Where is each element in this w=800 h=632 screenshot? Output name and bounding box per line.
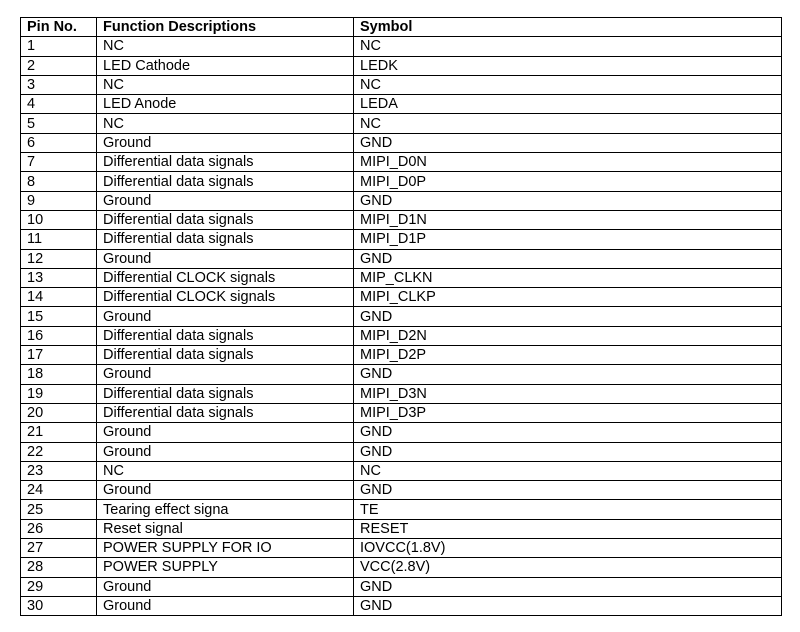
symbol-cell: NC [354,461,782,480]
function-description-cell: Ground [97,249,354,268]
table-header [21,18,782,37]
table-row [21,230,782,249]
function-description-cell: NC [97,114,354,133]
table-row [21,539,782,558]
function-description-cell: NC [97,75,354,94]
table-row [21,519,782,538]
table-row [21,249,782,268]
function-description-cell: NC [97,37,354,56]
symbol-cell: LEDK [354,56,782,75]
pin-number-cell: 27 [21,539,97,558]
table-row [21,481,782,500]
symbol-cell: LEDA [354,95,782,114]
symbol-cell: NC [354,114,782,133]
pin-number-cell: 12 [21,249,97,268]
function-description-cell: Ground [97,191,354,210]
function-description-cell: NC [97,461,354,480]
pin-number-cell: 13 [21,268,97,287]
pin-number-cell: 9 [21,191,97,210]
header-pin-no: Pin No. [21,18,97,37]
pin-number-cell: 29 [21,577,97,596]
symbol-cell: RESET [354,519,782,538]
symbol-cell: MIPI_D3N [354,384,782,403]
table-row [21,268,782,287]
pin-number-cell: 16 [21,326,97,345]
function-description-cell: Ground [97,577,354,596]
symbol-cell: IOVCC(1.8V) [354,539,782,558]
pin-number-cell: 18 [21,365,97,384]
symbol-cell: MIPI_CLKP [354,288,782,307]
symbol-cell: MIPI_D0P [354,172,782,191]
table-row [21,461,782,480]
function-description-cell: Tearing effect signa [97,500,354,519]
symbol-cell: GND [354,596,782,615]
pin-number-cell: 24 [21,481,97,500]
table-row [21,210,782,229]
table-body [21,37,782,616]
table-row [21,95,782,114]
table-row [21,365,782,384]
pin-number-cell: 10 [21,210,97,229]
symbol-cell: GND [354,481,782,500]
table-row [21,133,782,152]
function-description-cell: Differential data signals [97,210,354,229]
symbol-cell: MIPI_D2N [354,326,782,345]
function-description-cell: LED Anode [97,95,354,114]
pin-number-cell: 8 [21,172,97,191]
pin-number-cell: 11 [21,230,97,249]
pin-number-cell: 5 [21,114,97,133]
header-function-descriptions: Function Descriptions [97,18,354,37]
pin-number-cell: 15 [21,307,97,326]
table-row [21,114,782,133]
function-description-cell: Ground [97,307,354,326]
function-description-cell: Ground [97,365,354,384]
table-row [21,307,782,326]
pin-number-cell: 30 [21,596,97,615]
table-row [21,558,782,577]
pin-number-cell: 14 [21,288,97,307]
symbol-cell: MIPI_D0N [354,153,782,172]
table-row [21,326,782,345]
header-symbol: Symbol [354,18,782,37]
pin-number-cell: 3 [21,75,97,94]
symbol-cell: NC [354,37,782,56]
function-description-cell: Ground [97,596,354,615]
symbol-cell: NC [354,75,782,94]
function-description-cell: Differential data signals [97,230,354,249]
function-description-cell: POWER SUPPLY [97,558,354,577]
table-row [21,75,782,94]
function-description-cell: Differential CLOCK signals [97,268,354,287]
table-row [21,403,782,422]
function-description-cell: POWER SUPPLY FOR IO [97,539,354,558]
pin-number-cell: 4 [21,95,97,114]
function-description-cell: Ground [97,423,354,442]
symbol-cell: MIPI_D2P [354,346,782,365]
pin-number-cell: 25 [21,500,97,519]
table-row [21,153,782,172]
symbol-cell: GND [354,249,782,268]
pin-number-cell: 19 [21,384,97,403]
symbol-cell: MIPI_D1N [354,210,782,229]
table-row [21,500,782,519]
pin-number-cell: 1 [21,37,97,56]
pin-number-cell: 28 [21,558,97,577]
table-row [21,384,782,403]
pin-number-cell: 6 [21,133,97,152]
symbol-cell: MIP_CLKN [354,268,782,287]
function-description-cell: Differential data signals [97,153,354,172]
table-row [21,56,782,75]
table-row [21,288,782,307]
symbol-cell: VCC(2.8V) [354,558,782,577]
table-row [21,596,782,615]
symbol-cell: TE [354,500,782,519]
symbol-cell: GND [354,577,782,596]
symbol-cell: GND [354,365,782,384]
function-description-cell: Differential data signals [97,384,354,403]
function-description-cell: Ground [97,442,354,461]
symbol-cell: GND [354,307,782,326]
pin-number-cell: 20 [21,403,97,422]
function-description-cell: Ground [97,133,354,152]
pin-number-cell: 26 [21,519,97,538]
symbol-cell: MIPI_D1P [354,230,782,249]
pin-number-cell: 23 [21,461,97,480]
pin-number-cell: 17 [21,346,97,365]
table-row [21,577,782,596]
header-row [21,18,782,37]
pin-number-cell: 7 [21,153,97,172]
table-row [21,442,782,461]
function-description-cell: Differential data signals [97,172,354,191]
symbol-cell: GND [354,442,782,461]
table-row [21,423,782,442]
function-description-cell: Reset signal [97,519,354,538]
function-description-cell: LED Cathode [97,56,354,75]
table-row [21,191,782,210]
function-description-cell: Differential data signals [97,403,354,422]
pin-number-cell: 2 [21,56,97,75]
function-description-cell: Differential CLOCK signals [97,288,354,307]
function-description-cell: Differential data signals [97,346,354,365]
table-row [21,37,782,56]
symbol-cell: GND [354,423,782,442]
symbol-cell: GND [354,133,782,152]
pin-number-cell: 21 [21,423,97,442]
symbol-cell: GND [354,191,782,210]
pin-definition-table [20,17,782,616]
symbol-cell: MIPI_D3P [354,403,782,422]
table-row [21,346,782,365]
pin-number-cell: 22 [21,442,97,461]
function-description-cell: Differential data signals [97,326,354,345]
table-row [21,172,782,191]
function-description-cell: Ground [97,481,354,500]
